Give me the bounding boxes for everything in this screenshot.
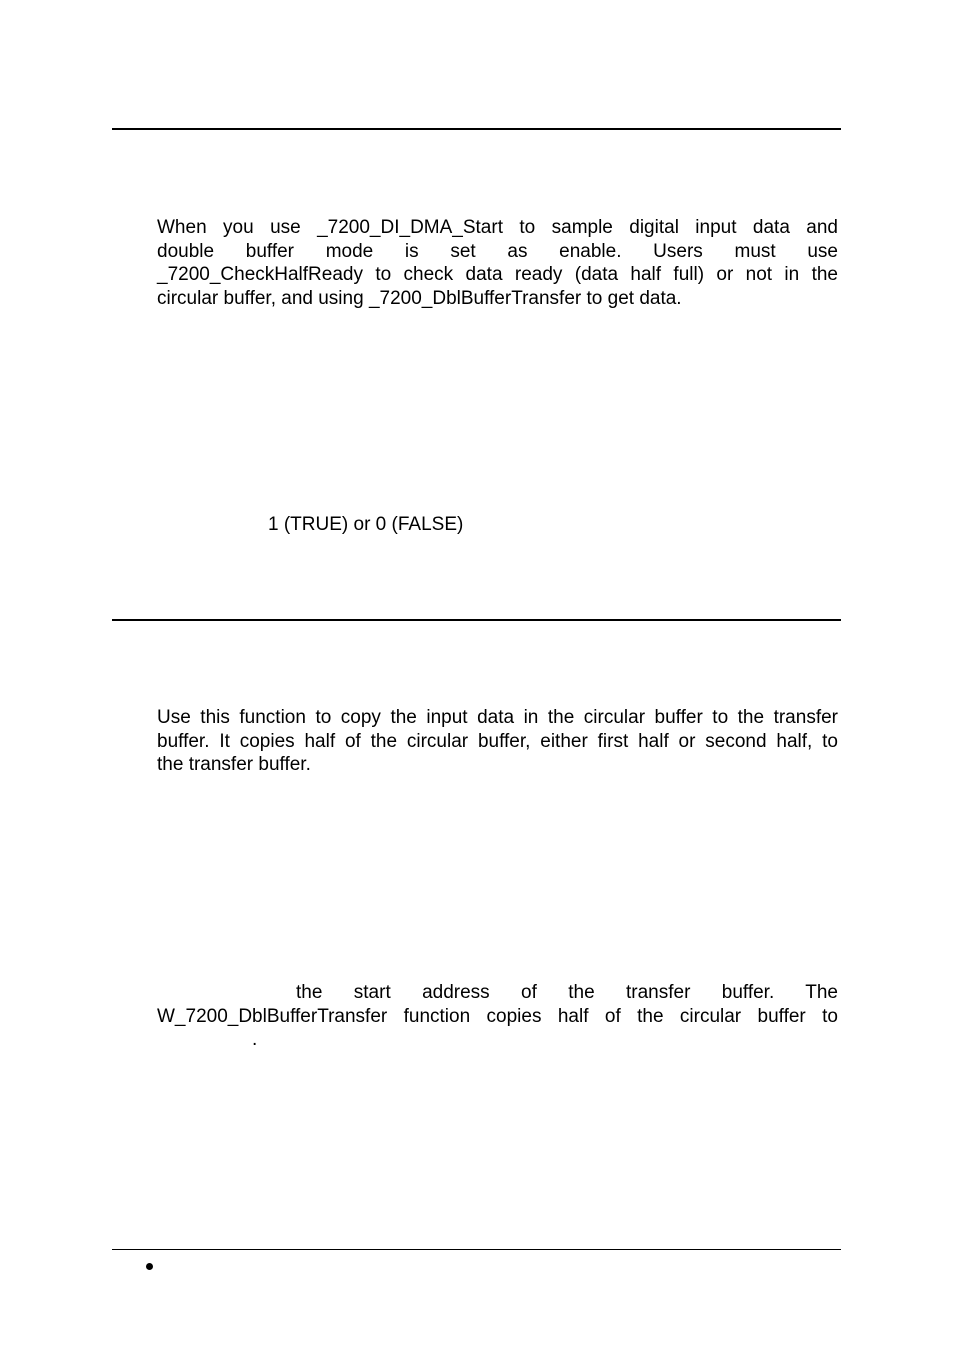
- footer-bullet-icon: [146, 1263, 153, 1270]
- desc-line: Use this function to copy the input data in the circular buffer to the transfer: [157, 707, 838, 728]
- section1-description: [157, 216, 838, 310]
- transfer-buffer-param: [157, 981, 838, 1052]
- desc-line: double buffer mode is set as enable. Users must use: [157, 240, 838, 262]
- return-value: 1 (TRUE) or 0 (FALSE): [268, 514, 464, 535]
- top-rule: [112, 128, 841, 130]
- desc-line: When you use _7200_DI_DMA_Start to sample digital input data and: [157, 217, 838, 238]
- footer-rule: [112, 1249, 841, 1250]
- desc-line: _7200_CheckHalfReady to check data ready (data half full) or not in the: [157, 264, 838, 285]
- desc-line: circular buffer, and using _7200_DblBufferTransfer to get data.: [157, 287, 682, 309]
- section-rule: [112, 619, 841, 621]
- desc-line: buffer. It copies half of the circular buffer, either first half or second half, to: [157, 730, 838, 752]
- param-line: W_7200_DblBufferTransfer function copies half of the circular buffer to: [157, 1005, 838, 1027]
- param-line: .: [252, 1029, 258, 1050]
- param-line: the start address of the transfer buffer. The: [296, 982, 838, 1003]
- desc-line: the transfer buffer.: [157, 754, 311, 775]
- section2-description: [157, 706, 838, 777]
